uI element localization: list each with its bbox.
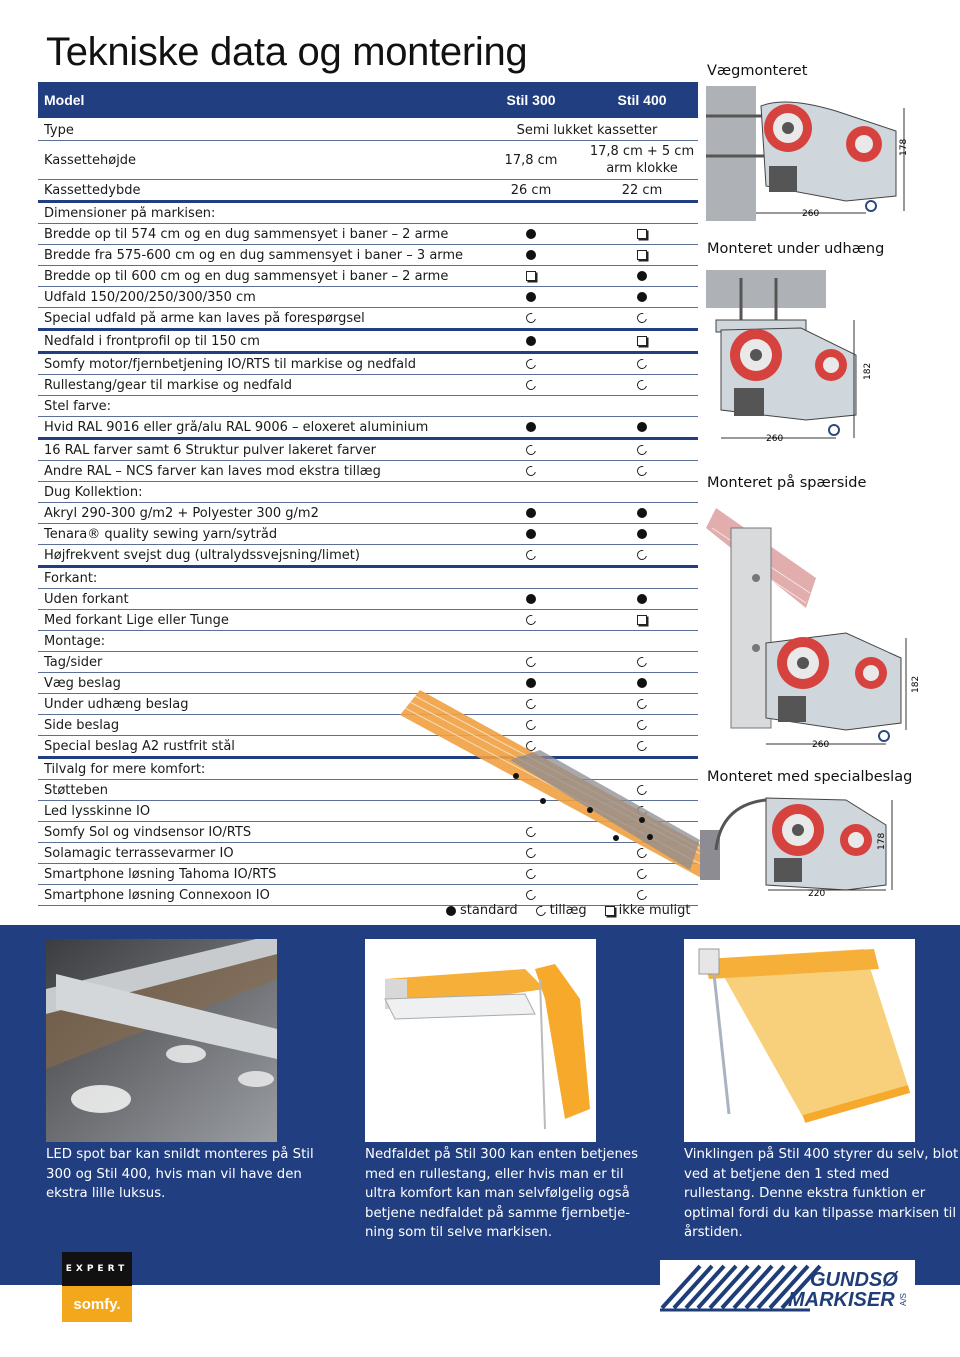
open-circle-icon: [524, 888, 538, 902]
square-icon: [637, 229, 647, 239]
special-mount-label: Monteret med specialbeslag: [707, 769, 913, 785]
row-label: Special udfald på arme kan laves på forespørgsel: [44, 310, 365, 326]
row-label: Smartphone løsning Tahoma IO/RTS: [44, 866, 277, 882]
stil-300-cell: [476, 548, 586, 563]
row-label: Dimensioner på markisen:: [44, 205, 216, 221]
filled-dot-icon: [526, 529, 536, 539]
stil-300-cell: [476, 420, 586, 435]
row-label: Væg beslag: [44, 675, 121, 691]
row-label: Bredde fra 575-600 cm og en dug sammensyet i baner – 3 arme: [44, 247, 464, 263]
open-circle-icon: [524, 378, 538, 392]
stil-400-cell: [586, 269, 698, 284]
row-label: Dug Kollektion:: [44, 484, 143, 500]
table-row: [38, 396, 698, 417]
legend-not-possible-label: ikke muligt: [618, 903, 691, 918]
rafter-height-dim: 182: [911, 675, 921, 693]
row-label: Somfy motor/fjernbetjening IO/RTS til markise og nedfald: [44, 356, 416, 372]
open-circle-icon: [524, 613, 538, 627]
type-value: Semi lukket kassetter: [516, 122, 658, 138]
stil-400-cell: [586, 248, 698, 263]
height-stil-400-line1: 17,8 cm + 5 cm: [589, 144, 695, 159]
row-label: Med forkant Lige eller Tunge: [44, 612, 229, 628]
row-label: Under udhæng beslag: [44, 696, 189, 712]
stil-300-cell: [476, 378, 586, 393]
header-stil-400: Stil 400: [617, 92, 667, 108]
row-label: Tag/sider: [44, 654, 103, 670]
awning-overlay-illustration: [400, 690, 720, 890]
page-title: Tekniske data og montering: [46, 30, 528, 74]
open-circle-icon: [635, 464, 649, 478]
rafter-mount-diagram: [706, 508, 921, 753]
row-label: Udfald 150/200/250/300/350 cm: [44, 289, 256, 305]
height-stil-300: 17,8 cm: [504, 152, 558, 168]
open-circle-icon: [635, 548, 649, 562]
square-icon: [605, 906, 615, 916]
row-label: Solamagic terrassevarmer IO: [44, 845, 234, 861]
open-circle-icon: [534, 904, 548, 918]
table-row: [38, 331, 698, 354]
filled-dot-icon: [637, 508, 647, 518]
table-row: [38, 545, 698, 568]
row-label: Hvid RAL 9016 eller grå/alu RAL 9006 – eloxeret aluminium: [44, 419, 429, 435]
open-circle-icon: [524, 311, 538, 325]
table-row: [38, 503, 698, 524]
stil-300-cell: [476, 676, 586, 691]
table-row: [38, 610, 698, 631]
row-label: Special beslag A2 rustfrit stål: [44, 738, 235, 754]
stil-300-cell: [476, 248, 586, 263]
table-row-depth: [38, 180, 698, 203]
row-label: Uden forkant: [44, 591, 129, 607]
caption-tilt: Vinklingen på Stil 400 styrer du selv, blot ved at betjene den 1 sted med rullestang. Denne ekstra funktion er optimal fordi du kan tilpasse markisen til årstiden.: [684, 1147, 959, 1240]
stil-300-cell: [476, 290, 586, 305]
logo-line2: MARKISER: [788, 1289, 895, 1311]
row-label: Rullestang/gear til markise og nedfald: [44, 377, 293, 393]
open-circle-icon: [524, 443, 538, 457]
stil-400-cell: [586, 443, 698, 458]
wall-height-dim: 178: [899, 138, 909, 156]
feature-panel: [0, 925, 960, 1285]
filled-dot-icon: [526, 250, 536, 260]
legend-option-label: tillæg: [549, 903, 587, 918]
open-circle-icon: [524, 548, 538, 562]
filled-dot-icon: [637, 422, 647, 432]
filled-dot-icon: [637, 678, 647, 688]
stil-300-cell: [476, 443, 586, 458]
gundso-logo: [660, 1260, 915, 1316]
open-circle-icon: [524, 655, 538, 669]
stil-300-cell: [476, 506, 586, 521]
table-row: [38, 461, 698, 482]
filled-dot-icon: [637, 292, 647, 302]
under-eave-diagram: [706, 270, 886, 445]
rafter-mount-label: Monteret på spærside: [707, 475, 867, 491]
depth-stil-300: 26 cm: [510, 182, 552, 198]
row-label: Kassettehøjde: [44, 152, 137, 168]
logo-line1: GUNDSØ: [810, 1269, 898, 1291]
table-row: [38, 266, 698, 287]
stil-300-cell: [476, 464, 586, 479]
stil-300-cell: [476, 311, 586, 326]
square-icon: [637, 615, 647, 625]
table-row-height: [38, 140, 698, 180]
table-row: [38, 524, 698, 545]
table-row: [38, 589, 698, 610]
open-circle-icon: [635, 357, 649, 371]
wall-width-dim: 260: [802, 209, 820, 219]
table-row: [38, 440, 698, 461]
row-label: Akryl 290-300 g/m2 + Polyester 300 g/m2: [44, 505, 319, 521]
row-label: Type: [44, 122, 74, 138]
table-row: [38, 631, 698, 652]
legend-not-possible: [605, 903, 691, 918]
stil-400-cell: [586, 311, 698, 326]
depth-stil-400: 22 cm: [621, 182, 663, 198]
table-row: [38, 482, 698, 503]
table-row: [38, 652, 698, 673]
legend: [446, 903, 690, 918]
under-width-dim: 260: [766, 434, 784, 444]
stil-400-cell: [586, 655, 698, 670]
stil-300-cell: [476, 655, 586, 670]
row-label: Somfy Sol og vindsensor IO/RTS: [44, 824, 252, 840]
table-row-type: [38, 120, 698, 140]
stil-400-cell: [586, 227, 698, 242]
legend-standard-label: standard: [460, 903, 518, 918]
filled-dot-icon: [526, 422, 536, 432]
stil-300-cell: [476, 527, 586, 542]
row-label: Støtteben: [44, 782, 108, 798]
stil-400-cell: [586, 357, 698, 372]
filled-dot-icon: [526, 292, 536, 302]
header-model: Model: [44, 92, 85, 108]
row-label: Led lysskinne IO: [44, 803, 151, 819]
row-label: Bredde op til 574 cm og en dug sammensyet i baner – 2 arme: [44, 226, 449, 242]
row-label: Smartphone løsning Connexoon IO: [44, 887, 270, 903]
rafter-width-dim: 260: [812, 740, 830, 750]
height-stil-400: [586, 143, 698, 177]
table-row: [38, 245, 698, 266]
stil-400-cell: [586, 676, 698, 691]
table-row: [38, 375, 698, 396]
filled-dot-icon: [637, 271, 647, 281]
open-circle-icon: [635, 655, 649, 669]
row-label: Stel farve:: [44, 398, 112, 414]
stil-400-cell: [586, 506, 698, 521]
stil-300-cell: [476, 227, 586, 242]
filled-dot-icon: [526, 229, 536, 239]
stil-300-cell: [476, 357, 586, 372]
row-label: 16 RAL farver samt 6 Struktur pulver lakeret farver: [44, 442, 376, 458]
header-stil-300: Stil 300: [506, 92, 556, 108]
somfy-text: somfy.: [62, 1286, 132, 1322]
wall-mount-label: Vægmonteret: [707, 63, 808, 79]
under-eave-label: Monteret under udhæng: [707, 241, 885, 257]
row-label: Andre RAL – NCS farver kan laves mod ekstra tillæg: [44, 463, 381, 479]
table-row: [38, 417, 698, 440]
row-label: Højfrekvent svejst dug (ultralydssvejsning/limet): [44, 547, 360, 563]
special-height-dim: 178: [877, 832, 887, 850]
under-height-dim: 182: [863, 362, 873, 380]
caption-led: LED spot bar kan snildt monteres på Stil 300 og Stil 400, hvis man vil have den ekstra lille luksus.: [46, 1147, 314, 1201]
tilt-awning-photo: [684, 939, 915, 1142]
open-circle-icon: [635, 311, 649, 325]
stil-400-cell: [586, 548, 698, 563]
row-label: Nedfald i frontprofil op til 150 cm: [44, 333, 260, 349]
table-header: [38, 82, 698, 118]
table-row: [38, 308, 698, 331]
caption-valance: Nedfaldet på Stil 300 kan enten betjenes med en rullestang, eller hvis man er til ultra komfort kan man selvfølgelig også betjene nedfaldet på samme fjernbetje-ning som til selve markisen.: [365, 1147, 639, 1240]
legend-standard: [446, 903, 518, 918]
filled-dot-icon: [526, 336, 536, 346]
stil-300-cell: [476, 269, 586, 284]
open-circle-icon: [635, 443, 649, 457]
special-mount-diagram: [706, 790, 906, 900]
row-label: Side beslag: [44, 717, 120, 733]
stil-300-cell: [476, 334, 586, 349]
square-icon: [526, 271, 536, 281]
stil-300-cell: [476, 613, 586, 628]
expert-text: EXPERT: [62, 1252, 132, 1286]
table-row: [38, 354, 698, 375]
table-row: [38, 224, 698, 245]
row-label: Montage:: [44, 633, 106, 649]
open-circle-icon: [635, 378, 649, 392]
legend-option: [536, 903, 587, 918]
table-row: [38, 287, 698, 308]
stil-400-cell: [586, 290, 698, 305]
open-circle-icon: [524, 464, 538, 478]
stil-400-cell: [586, 613, 698, 628]
somfy-expert-badge: [62, 1252, 132, 1322]
filled-dot-icon: [446, 906, 456, 916]
row-label: Tenara® quality sewing yarn/sytråd: [44, 526, 278, 542]
stil-400-cell: [586, 420, 698, 435]
special-width-dim: 220: [808, 889, 826, 899]
row-label: Kassettedybde: [44, 182, 141, 198]
open-circle-icon: [635, 888, 649, 902]
open-circle-icon: [524, 357, 538, 371]
filled-dot-icon: [526, 678, 536, 688]
filled-dot-icon: [637, 594, 647, 604]
row-label: Bredde op til 600 cm og en dug sammensyet i baner – 2 arme: [44, 268, 449, 284]
table-row: [38, 203, 698, 224]
filled-dot-icon: [526, 594, 536, 604]
stil-300-cell: [476, 592, 586, 607]
square-icon: [637, 336, 647, 346]
stil-400-cell: [586, 464, 698, 479]
stil-400-cell: [586, 378, 698, 393]
drop-valance-photo: [365, 939, 596, 1142]
row-label: Tilvalg for mere komfort:: [44, 761, 206, 777]
filled-dot-icon: [637, 529, 647, 539]
row-label: Forkant:: [44, 570, 98, 586]
led-spot-photo: [46, 939, 277, 1142]
stil-400-cell: [586, 527, 698, 542]
height-stil-400-line2: arm klokke: [606, 161, 678, 176]
filled-dot-icon: [526, 508, 536, 518]
square-icon: [637, 250, 647, 260]
stil-400-cell: [586, 592, 698, 607]
logo-suffix: A/S: [899, 1293, 908, 1306]
stil-400-cell: [586, 334, 698, 349]
wall-mount-diagram: [706, 86, 916, 222]
table-row: [38, 568, 698, 589]
